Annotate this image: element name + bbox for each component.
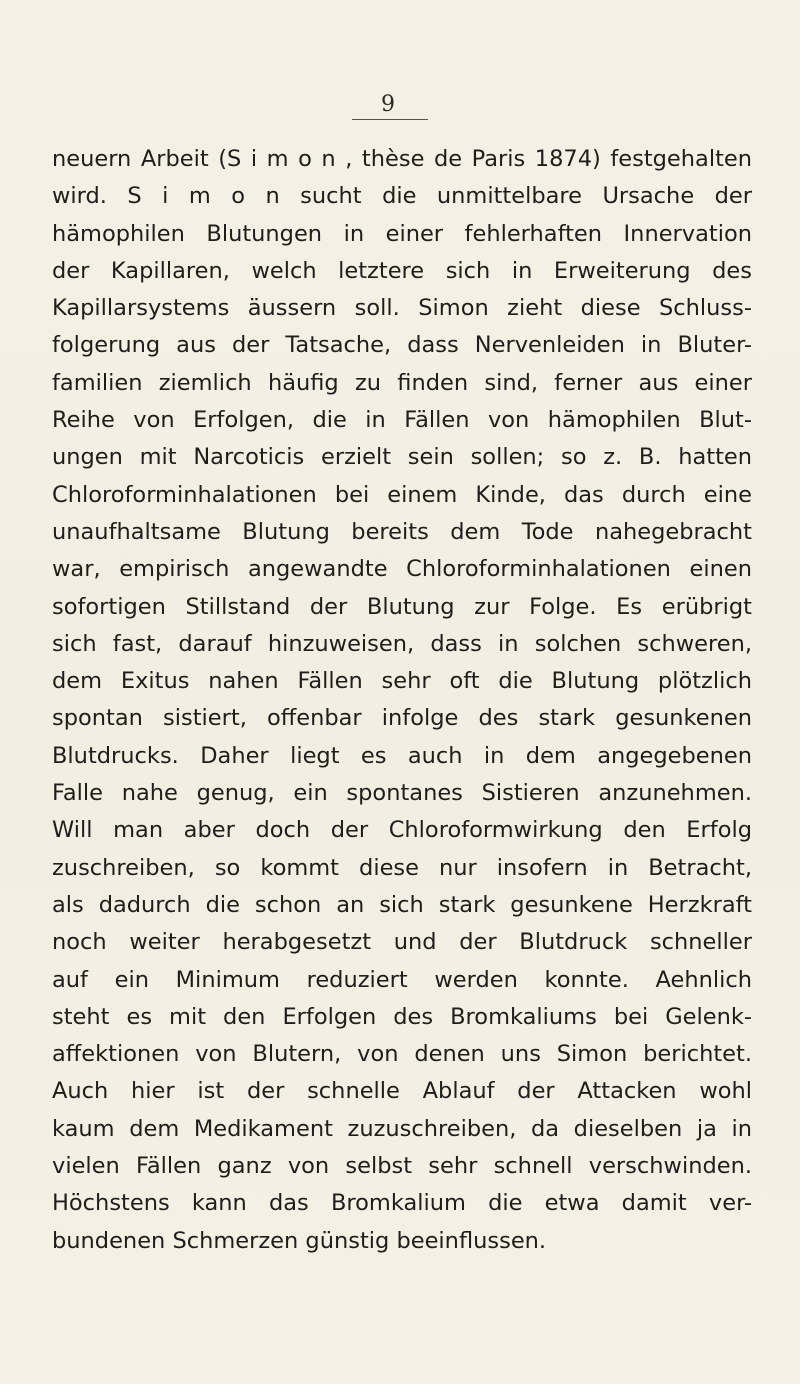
text-line: Chloroforminhalationen bei einem Kinde, das durch eine (52, 481, 752, 508)
text-line: bundenen Schmerzen günstig beeinflussen. (52, 1227, 547, 1254)
header-rule (352, 119, 428, 120)
text-line: auf ein Minimum reduziert werden konnte. Aehnlich (52, 966, 752, 993)
text-line: Höchstens kann das Bromkalium die etwa damit ver- (52, 1190, 752, 1217)
text-line: spontan sistiert, offenbar infolge des stark gesunkenen (52, 705, 752, 732)
text-line: Kapillarsystems äussern soll. Simon zieht diese Schluss- (52, 295, 752, 322)
text-line: sich fast, darauf hinzuweisen, dass in solchen schweren, (52, 630, 752, 657)
text-line: affektionen von Blutern, von denen uns Simon berichtet. (52, 1041, 752, 1068)
text-line: sofortigen Stillstand der Blutung zur Folge. Es erübrigt (52, 593, 752, 620)
text-line: ungen mit Narcoticis erzielt sein sollen; so z. B. hatten (52, 444, 752, 471)
text-line: Auch hier ist der schnelle Ablauf der Attacken wohl (52, 1078, 752, 1105)
text-line: steht es mit den Erfolgen des Bromkaliums bei Gelenk- (52, 1003, 752, 1030)
text-line: dem Exitus nahen Fällen sehr oft die Blutung plötzlich (52, 668, 752, 695)
text-line: kaum dem Medikament zuzuschreiben, da dieselben ja in (52, 1115, 752, 1142)
text-line: folgerung aus der Tatsache, dass Nervenleiden in Bluter- (52, 332, 752, 359)
text-line: familien ziemlich häufig zu finden sind, ferner aus einer (52, 369, 752, 396)
text-line: wird. S i m o n sucht die unmittelbare Ursache der (52, 183, 752, 210)
text-line: Reihe von Erfolgen, die in Fällen von hämophilen Blut- (52, 407, 752, 434)
text-line: Will man aber doch der Chloroformwirkung den Erfolg (52, 817, 752, 844)
text-line: zuschreiben, so kommt diese nur insofern in Betracht, (52, 854, 752, 881)
text-line: als dadurch die schon an sich stark gesunkene Herzkraft (52, 891, 752, 918)
text-line: noch weiter herabgesetzt und der Blutdruck schneller (52, 929, 752, 956)
text-line: vielen Fällen ganz von selbst sehr schnell verschwinden. (52, 1153, 752, 1180)
text-line: der Kapillaren, welch letztere sich in Erweiterung des (52, 257, 752, 284)
text-line: neuern Arbeit (S i m o n , thèse de Paris 1874) festgehalten (52, 146, 752, 172)
text-line: war, empirisch angewandte Chloroforminhalationen einen (52, 556, 752, 583)
body-paragraph (52, 141, 752, 1260)
text-line: Blutdrucks. Daher liegt es auch in dem angegebenen (52, 742, 752, 769)
text-line: unaufhaltsame Blutung bereits dem Tode nahegebracht (52, 518, 752, 545)
page-number: 9 (381, 92, 395, 117)
text-line: Falle nahe genug, ein spontanes Sistieren anzunehmen. (52, 780, 752, 807)
text-line: hämophilen Blutungen in einer fehlerhaften Innervation (52, 220, 752, 247)
